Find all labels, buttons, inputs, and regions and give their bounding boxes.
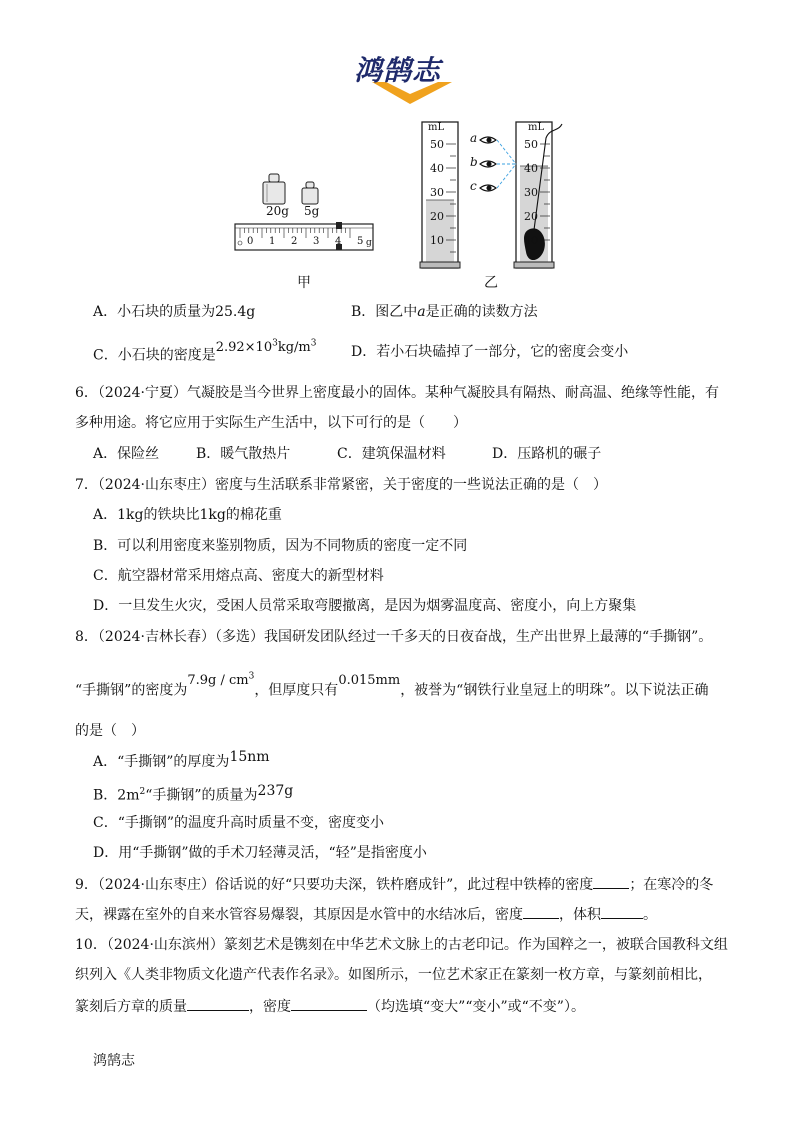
q9-line2-post: 。 (643, 907, 657, 923)
q9-line1-post: ；在寒冷的冬 (629, 877, 714, 893)
weight-20g-label: 20g (266, 204, 289, 218)
q9-blank-3[interactable] (601, 904, 643, 919)
q10-line3 (75, 996, 585, 1017)
q10-blank-2[interactable] (291, 996, 367, 1011)
weight-5g-label: 5g (304, 204, 320, 218)
left-cylinder-tick-40: 40 (430, 162, 444, 175)
left-cylinder-tick-30: 30 (430, 186, 444, 199)
q9-line2-pre: 天，裸露在室外的自来水管容易爆裂，其原因是水管中的水结冰后，密度 (75, 907, 523, 923)
q5-option-b-pre: B．图乙中 (351, 304, 418, 320)
q10-line3-post: （均选填“变大”“变小”或“不变”）。 (367, 999, 585, 1015)
q5-option-c-pre: C．小石块的密度是 (93, 347, 216, 364)
q5-option-b-var: a (417, 304, 426, 320)
q9-blank-1[interactable] (593, 874, 629, 889)
logo (352, 54, 468, 110)
q8-option-c: C．“手撕钢”的温度升高时质量不变，密度变小 (93, 815, 385, 831)
q5-option-d: D．若小石块磕掉了一部分，它的密度会变小 (351, 344, 629, 360)
left-cylinder-unit: mL (428, 122, 445, 133)
q10-line3-mid: ，密度 (249, 999, 291, 1015)
figure-jia (230, 172, 380, 262)
q8-thickness-value: 0.015mm (338, 673, 401, 689)
scale-tick-3: 3 (313, 236, 320, 247)
q5-option-b (351, 302, 538, 322)
q8-option-b-area-exp: 2 (139, 787, 146, 797)
right-cylinder-unit: mL (528, 122, 545, 133)
q8-option-b-area: 2m (117, 787, 140, 804)
q8-line2-mid: ，但厚度只有 (254, 682, 339, 699)
q5-option-a: A．小石块的质量为25.4g (93, 304, 256, 320)
q7-stem: 7．（2024·山东枣庄）密度与生活联系非常紧密，关于密度的一些说法正确的是（ ） (75, 477, 607, 493)
q8-stem-line2 (75, 672, 709, 701)
q5-option-c-unit: kg/m (277, 340, 311, 356)
q7-option-d: D．一旦发生火灾，受困人员常采取弯腰撤离，是因为烟雾温度高、密度小，向上方聚集 (93, 598, 637, 614)
left-cylinder-tick-50: 50 (430, 138, 444, 151)
q8-line2-pre: “手撕钢”的密度为 (75, 682, 188, 699)
figure-jia-label: 甲 (297, 275, 311, 291)
scale-unit: g (366, 238, 372, 248)
scale-tick-2: 2 (291, 236, 298, 247)
q10-line2: 织列入《人类非物质文化遗产代表作名录》。如图所示，一位艺术家正在篆刻一枚方章，与篆刻前相比， (75, 967, 712, 983)
left-cylinder-tick-20: 20 (430, 210, 444, 223)
q5-option-c-unit-exp: 3 (310, 339, 317, 349)
figure-yi (412, 118, 572, 270)
q6-option-c: C．建筑保温材料 (337, 446, 446, 462)
scale-tick-5: 5 (357, 236, 364, 247)
right-cylinder-tick-30: 30 (524, 186, 538, 199)
left-cylinder-tick-10: 10 (430, 234, 444, 247)
scale-tick-4: 4 (335, 236, 342, 247)
q8-option-b-val: 237g (257, 782, 294, 799)
q5-option-b-post: 是正确的读数方法 (425, 304, 538, 320)
q9-line1 (75, 874, 713, 895)
logo-text: 鸿鹄志 (354, 54, 442, 87)
q8-option-d: D．用“手撕钢”做的手术刀轻薄灵活，“轻”是指密度小 (93, 845, 427, 861)
q5-option-c-exp: 3 (272, 339, 278, 349)
right-cylinder-tick-20: 20 (524, 210, 538, 223)
q9-blank-2[interactable] (523, 904, 559, 919)
footer-brand: 鸿鹄志 (93, 1053, 135, 1069)
q6-option-a: A．保险丝 (93, 446, 160, 462)
q6-stem-line1: 6．（2024·宁夏）气凝胶是当今世界上密度最小的固体。某种气凝胶具有隔热、耐高温、绝缘等性能，有 (75, 385, 719, 401)
scale-tick-1: 1 (269, 236, 276, 247)
q7-option-c: C．航空器材常采用熔点高、密度大的新型材料 (93, 568, 384, 584)
q8-density-exp: 3 (248, 672, 255, 682)
q10-line1: 10．（2024·山东滨州）篆刻艺术是镌刻在中华艺术文脉上的古老印记。作为国粹之一，被联合国教科文组 (75, 937, 728, 953)
q10-blank-1[interactable] (187, 996, 249, 1011)
q8-density-value: 7.9g / cm (187, 673, 249, 689)
q5-option-c (93, 339, 317, 366)
scale-tick-0: 0 (247, 236, 254, 247)
q6-option-b: B．暖气散热片 (196, 446, 291, 462)
q8-option-a (93, 749, 270, 772)
eye-label-c: c (470, 179, 477, 193)
q7-option-b: B．可以利用密度来鉴别物质，因为不同物质的密度一定不同 (93, 538, 468, 554)
q9-line2 (75, 904, 657, 925)
q8-line2-post: ，被誉为“钢铁行业皇冠上的明珠”。以下说法正确 (400, 682, 709, 699)
q6-option-d: D．压路机的碾子 (492, 446, 602, 462)
q8-option-b-pre: B． (93, 787, 118, 804)
q8-option-b-mid: “手撕钢”的质量为 (145, 787, 258, 804)
q5-option-c-num: 2.92×10 (215, 340, 273, 356)
right-cylinder-tick-10: 10 (524, 234, 538, 247)
eye-label-b: b (470, 155, 478, 169)
right-cylinder-tick-40: 40 (524, 162, 538, 175)
q10-line3-pre: 篆刻后方章的质量 (75, 999, 187, 1015)
q8-stem-line1: 8．（2024·吉林长春）（多选）我国研发团队经过一千多天的日夜奋战，生产出世界上最薄的“手撕钢”。 (75, 629, 713, 645)
right-cylinder-tick-50: 50 (524, 138, 538, 151)
q8-stem-line3: 的是（ ） (75, 723, 145, 739)
q8-option-b (93, 782, 293, 806)
q6-stem-line2: 多种用途。将它应用于实际生产生活中，以下可行的是（ ） (75, 415, 467, 431)
figure-yi-label: 乙 (484, 275, 498, 291)
eye-label-a: a (470, 131, 478, 145)
q9-line2-mid: ，体积 (559, 907, 601, 923)
q8-option-a-val: 15nm (229, 749, 270, 765)
q8-option-a-pre: A．“手撕钢”的厚度为 (93, 754, 230, 770)
q7-option-a: A．1kg的铁块比1kg的棉花重 (93, 507, 282, 523)
q9-line1-pre: 9．（2024·山东枣庄）俗话说的好“只要功夫深，铁杵磨成针”，此过程中铁棒的密度 (75, 877, 594, 893)
